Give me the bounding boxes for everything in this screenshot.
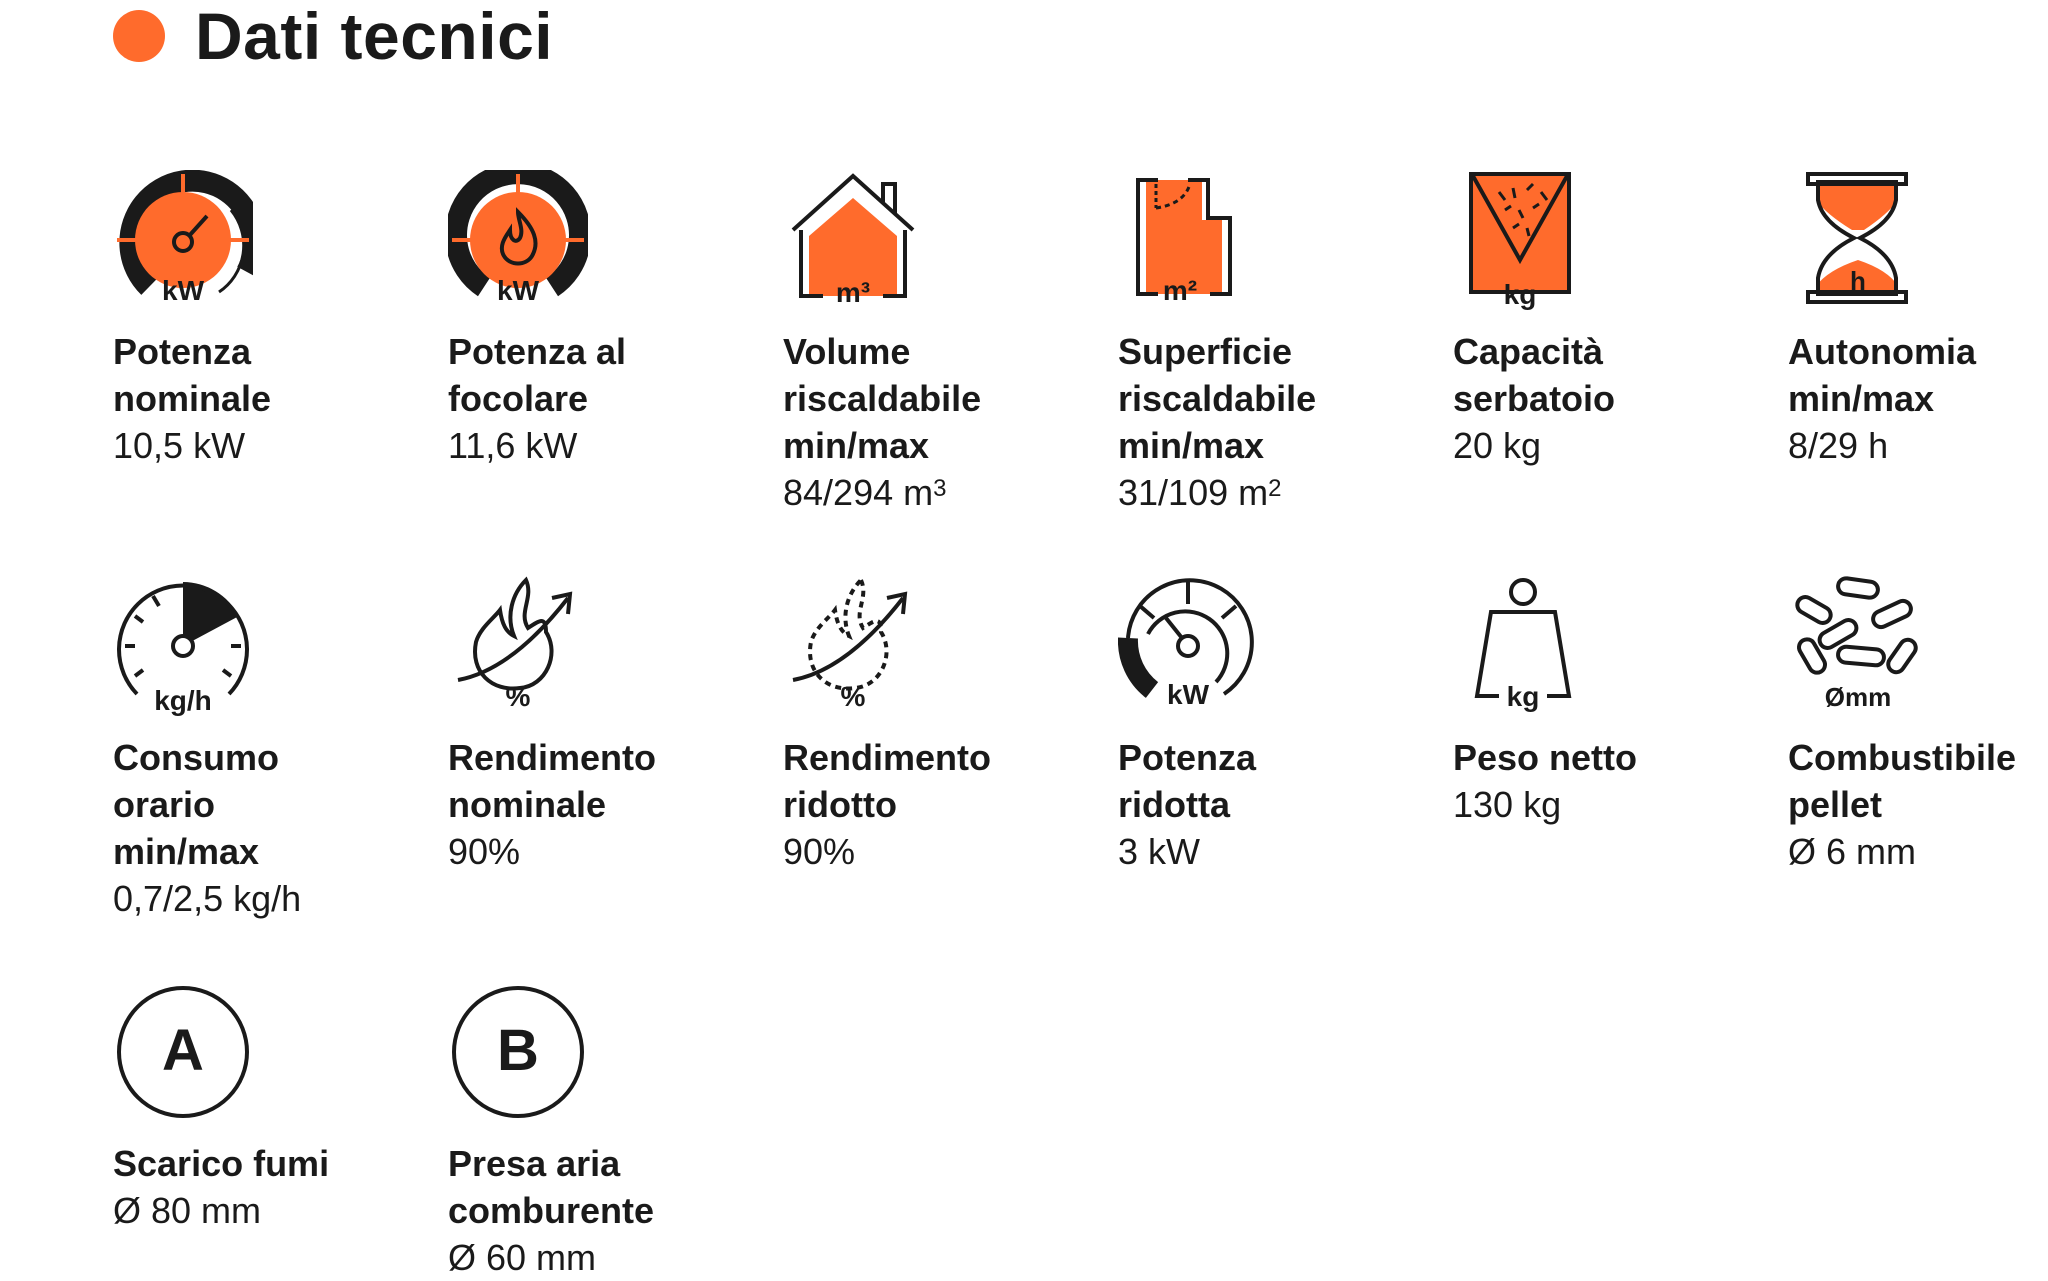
- consumption-clock-icon: [113, 576, 253, 716]
- svg-text:h: h: [1850, 266, 1866, 296]
- svg-text:A: A: [162, 1018, 204, 1083]
- orange-dot-icon: [113, 10, 165, 62]
- hourglass-icon: [1788, 170, 1928, 310]
- spec-label: Consumo orario min/max: [113, 737, 279, 872]
- pellet-icon: [1788, 576, 1928, 716]
- spec-label: Potenza ridotta: [1118, 737, 1257, 825]
- spec-value: 31/109 $m^2$: [1118, 472, 1282, 513]
- spec-value: Ø 60 mm: [448, 1237, 597, 1278]
- spec-value: 3 kW: [1118, 831, 1201, 872]
- spec-label: Combustibile pellet: [1788, 737, 2017, 825]
- svg-text:Ømm: Ømm: [1824, 682, 1892, 712]
- svg-text:kW: kW: [162, 275, 204, 306]
- spec-label: Rendimento nominale: [448, 737, 657, 825]
- svg-text:m²: m²: [1162, 275, 1198, 306]
- spec-value: 10,5 kW: [113, 425, 246, 466]
- efficiency-flame-icon: [448, 576, 588, 716]
- spec-label: Superficie riscaldabile min/max: [1118, 331, 1317, 466]
- pellet-hopper-icon: [1453, 170, 1593, 310]
- section-header: [113, 0, 553, 72]
- svg-text:%: %: [505, 681, 531, 712]
- weight-icon: [1453, 576, 1593, 716]
- spec-volume-riscaldabile: [783, 170, 1083, 516]
- svg-text:kg: kg: [1503, 279, 1537, 310]
- spec-rendimento-nominale: [448, 576, 748, 875]
- circle-a-icon: [113, 982, 253, 1122]
- svg-text:kW: kW: [1167, 679, 1209, 710]
- spec-value: Ø 80 mm: [113, 1190, 262, 1231]
- spec-label: Volume riscaldabile min/max: [783, 331, 982, 466]
- svg-text:kg/h: kg/h: [154, 685, 212, 716]
- spec-label: Capacità serbatoio: [1453, 331, 1616, 419]
- spec-value: 20 kg: [1453, 425, 1542, 466]
- svg-text:B: B: [497, 1018, 539, 1083]
- svg-text:m³: m³: [835, 277, 871, 308]
- circle-b-icon: [448, 982, 588, 1122]
- spec-label: Peso netto: [1453, 737, 1638, 778]
- spec-scarico-fumi: [113, 982, 413, 1234]
- spec-presa-aria: [448, 982, 748, 1281]
- spec-superficie-riscaldabile: [1118, 170, 1418, 516]
- spec-value: 84/294 $m^3$: [783, 472, 947, 513]
- spec-potenza-focolare: [448, 170, 748, 469]
- spec-capacita-serbatoio: [1453, 170, 1753, 469]
- spec-value: 0,7/2,5 kg/h: [113, 878, 302, 919]
- house-volume-icon: [783, 170, 923, 310]
- spec-value: 90%: [448, 831, 521, 872]
- spec-value: 8/29 h: [1788, 425, 1889, 466]
- svg-text:kW: kW: [497, 275, 539, 306]
- reduced-power-gauge-icon: [1118, 576, 1258, 716]
- spec-peso-netto: [1453, 576, 1753, 828]
- spec-value: 90%: [783, 831, 856, 872]
- spec-value: 130 kg: [1453, 784, 1562, 825]
- spec-rendimento-ridotto: [783, 576, 1083, 875]
- spec-combustibile: [1788, 576, 2048, 875]
- spec-value: 11,6 kW: [448, 425, 578, 466]
- spec-label: Potenza nominale: [113, 331, 272, 419]
- spec-potenza-ridotta: [1118, 576, 1418, 875]
- svg-text:%: %: [840, 681, 866, 712]
- reduced-efficiency-icon: [783, 576, 923, 716]
- power-gauge-icon: [113, 170, 253, 310]
- spec-label: Rendimento ridotto: [783, 737, 992, 825]
- spec-label: Autonomia min/max: [1788, 331, 1976, 419]
- svg-text:kg: kg: [1506, 681, 1540, 712]
- spec-value: Ø 6 mm: [1788, 831, 1917, 872]
- spec-label: Presa aria comburente: [448, 1143, 655, 1231]
- spec-label: Scarico fumi: [113, 1143, 330, 1184]
- section-title: Dati tecnici: [195, 0, 554, 73]
- spec-label: Potenza al focolare: [448, 331, 627, 419]
- spec-consumo-orario: [113, 576, 413, 922]
- flame-gauge-icon: [448, 170, 588, 310]
- floor-plan-icon: [1118, 170, 1258, 310]
- spec-potenza-nominale: [113, 170, 413, 469]
- spec-autonomia: [1788, 170, 2048, 469]
